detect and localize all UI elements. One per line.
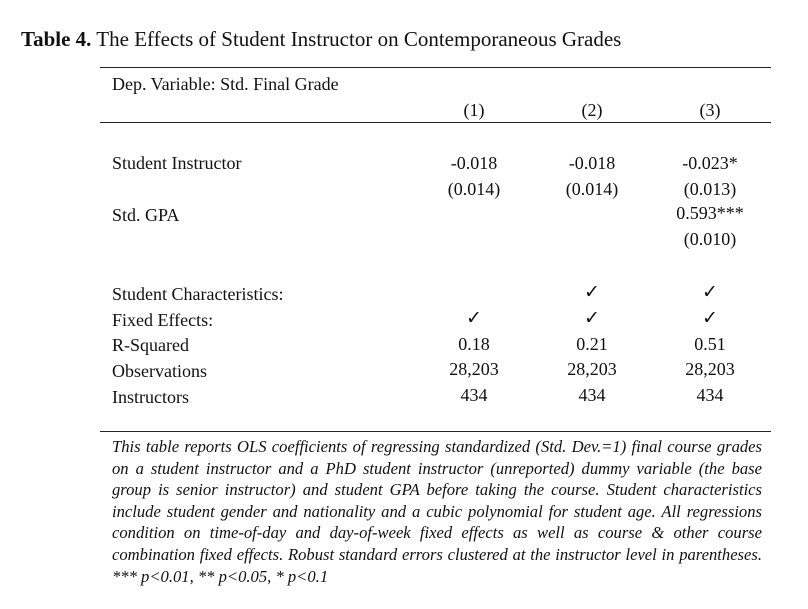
instructors-1: 434 — [460, 385, 488, 405]
coef-std-gpa-3: 0.593*** — [676, 203, 744, 223]
table-title — [21, 27, 621, 52]
instructors-2: 434 — [578, 385, 606, 405]
coef-student-instructor-2: -0.018 — [568, 153, 616, 173]
se-student-instructor-3: (0.013) — [683, 179, 737, 199]
row-label-std-gpa: Std. GPA — [112, 205, 180, 225]
row-label-observations: Observations — [112, 361, 207, 381]
r-squared-1: 0.18 — [458, 334, 490, 354]
row-label-fixed-effects: Fixed Effects: — [112, 310, 214, 330]
column-header-2: (2) — [581, 100, 603, 120]
row-label-student-characteristics: Student Characteristics: — [112, 284, 284, 304]
row-label-r-squared: R-Squared — [112, 335, 189, 355]
observations-3: 28,203 — [685, 359, 735, 379]
coef-student-instructor-3: -0.023* — [682, 153, 738, 173]
header-rule — [100, 122, 771, 123]
coef-student-instructor-1: -0.018 — [450, 153, 498, 173]
checkmark-fixed-effects-1: ✓ — [466, 307, 482, 329]
table-number: Table 4. — [21, 27, 92, 51]
r-squared-2: 0.21 — [576, 334, 608, 354]
instructors-3: 434 — [696, 385, 724, 405]
row-label-student-instructor: Student Instructor — [112, 153, 242, 173]
column-header-1: (1) — [463, 100, 485, 120]
checkmark-student-characteristics-3: ✓ — [702, 281, 718, 303]
row-label-instructors: Instructors — [112, 387, 189, 407]
se-student-instructor-1: (0.014) — [447, 179, 501, 199]
se-std-gpa-3: (0.010) — [683, 229, 737, 249]
se-student-instructor-2: (0.014) — [565, 179, 619, 199]
r-squared-3: 0.51 — [694, 334, 726, 354]
checkmark-fixed-effects-3: ✓ — [702, 307, 718, 329]
table-caption: The Effects of Student Instructor on Contemporaneous Grades — [96, 27, 622, 51]
table-note: This table reports OLS coefficients of regressing standardized (Std. Dev.=1) final course grades on a student instructor and a PhD student instructor (unreported) dummy variable (the base group is senior instructor) and student GPA before taking the course. Student characteristics include student gender and nationality and a cubic polynomial for student age. All regressions condition on time-of-day and day-of-week fixed effects as well as course & other course combination fixed effects. Robust standard errors clustered at the instructor level in parentheses. *** p<0.01, ** p<0.05, * p<0.1 — [112, 437, 762, 586]
checkmark-fixed-effects-2: ✓ — [584, 307, 600, 329]
checkmark-student-characteristics-2: ✓ — [584, 281, 600, 303]
column-header-3: (3) — [699, 100, 721, 120]
dep-variable-label: Dep. Variable: Std. Final Grade — [112, 74, 339, 94]
bottom-rule — [100, 431, 771, 432]
top-rule — [100, 67, 771, 68]
observations-2: 28,203 — [567, 359, 617, 379]
observations-1: 28,203 — [449, 359, 499, 379]
